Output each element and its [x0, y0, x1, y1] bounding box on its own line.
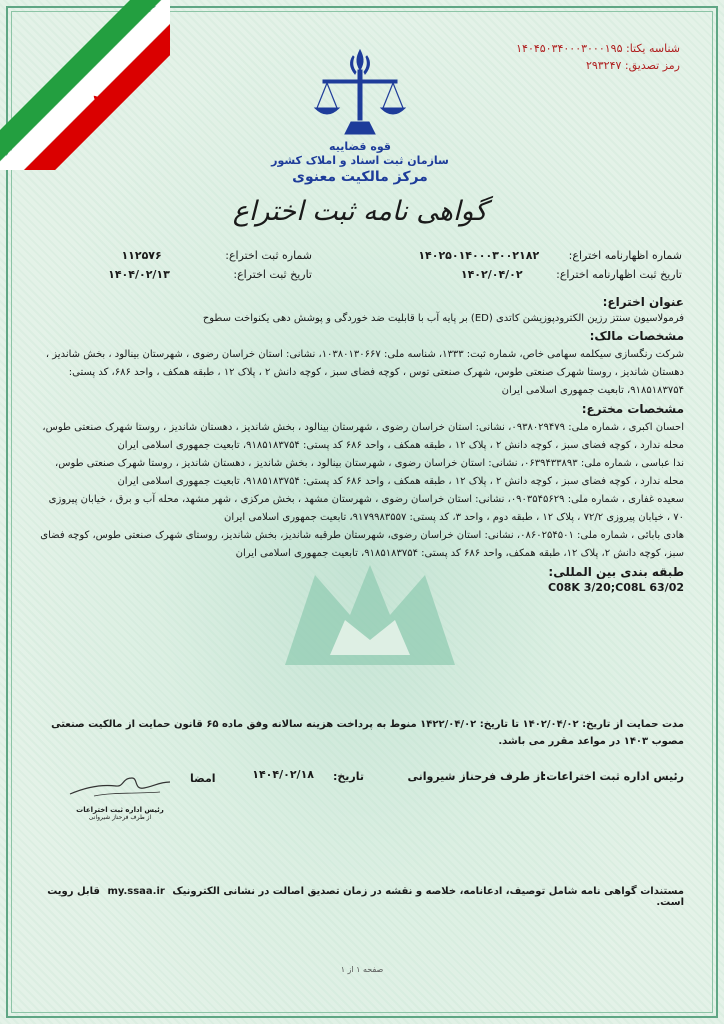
- inventors-list: [40, 419, 684, 563]
- tracking-label: شناسه یکتا:: [625, 42, 680, 55]
- org-line-judiciary: قوه قضاییه: [329, 140, 391, 153]
- on-behalf-text: از طرف فرحناز شیروانی: [407, 770, 544, 783]
- judiciary-scales-emblem-icon: [305, 44, 415, 144]
- declaration-date: [461, 268, 682, 281]
- registration-number-label: شماره ثبت اختراع:: [225, 249, 312, 262]
- protection-period: مدت حمایت از تاریخ: ۱۴۰۲/۰۴/۰۲ تا تاریخ: ۱۴۲۲/۰۴/۰۲ منوط به پرداخت هزینه سالانه وفق ماده ۶۵ قانون حمایت از مالکیت صنعتی مصوب ۱۴۰۳ در مواعد مقرر می باشد.: [51, 719, 684, 747]
- stamp-line-name: از طرف فرحناز شیروانی: [88, 814, 152, 821]
- declaration-date-value: ۱۴۰۲/۰۴/۰۲: [460, 268, 523, 281]
- inventor-item: ندا عباسی ، شماره ملی: ۰۶۳۹۴۳۳۸۹۳، نشانی: استان خراسان رضوی ، شهرستان بینالود ، بخش شاندیز ، دهستان شاندیز ، روستا شهرک صنعتی طوس، محله ندارد ، کوچه فضای سبز ، کوچه دانش ۲ ، پلاک ۱۲ ، طبقه همکف ، واحد ۶۸۶ کد پستی: ۹۱۸۵۱۸۳۷۵۴، تابعیت جمهوری اسلامی ایران: [55, 458, 684, 487]
- classification-heading: طبقه بندی بین المللی:: [548, 565, 684, 579]
- flag-emblem-icon: [0, 0, 170, 170]
- declaration-number-value: ۱۴۰۲۵۰۱۴۰۰۰۳۰۰۲۱۸۲: [418, 249, 540, 262]
- invention-heading: عنوان اختراع:: [602, 295, 684, 309]
- stamp-line-title: رئیس اداره ثبت اختراعات: [76, 806, 164, 814]
- declaration-number: [418, 249, 682, 262]
- org-line-ip-center: مرکز مالکیت معنوی: [292, 169, 428, 185]
- watermark-emblem: [275, 555, 465, 675]
- declaration-date-label: تاریخ ثبت اظهارنامه اختراع:: [556, 268, 682, 281]
- owner-heading: مشخصات مالک:: [589, 329, 684, 343]
- registration-date: [108, 268, 312, 281]
- verify-value: ۲۹۳۲۴۷: [585, 59, 622, 72]
- signature-stamp: [64, 770, 176, 830]
- inventor-item: هادی بابائی ، شماره ملی: ۰۸۶۰۲۵۴۵۰۱، نشانی: استان خراسان رضوی، شهرستان طرقبه شاندیز، بخش شاندیز، روستای شهرک صنعتی طوس، کوچه فضای سبز، کوچه دانش ۲، پلاک ۱۲، طبقه همکف، واحد ۶۸۶ کد پستی: ۹۱۸۵۱۸۳۷۵۴، تابعیت جمهوری اسلامی ایران: [40, 530, 684, 559]
- tracking-codes: [516, 40, 680, 74]
- inventors-heading: مشخصات مخترع:: [581, 402, 684, 416]
- verify-label: رمز تصدیق:: [624, 59, 680, 72]
- tracking-value: ۱۴۰۴۵۰۳۴۰۰۰۳۰۰۰۱۹۵: [516, 42, 623, 55]
- head-of-office-label: رئیس اداره ثبت اختراعات:: [541, 770, 684, 783]
- invention-title: فرمولاسیون سنتز رزین الکترودپوزیشن کاتدی (ED) بر پایه آب با قابلیت ضد خوردگی و پوشش دهی یکنواخت سطوح: [202, 313, 684, 324]
- verification-site-link[interactable]: my.ssaa.ir: [107, 886, 165, 897]
- declaration-number-label: شماره اظهارنامه اختراع:: [568, 249, 682, 262]
- signature-date-value: ۱۴۰۴/۰۲/۱۸: [252, 768, 314, 781]
- registration-number: [121, 249, 312, 262]
- inventor-item: سعیده غفاری ، شماره ملی: ۰۹۰۳۵۴۵۶۲۹، نشانی: استان خراسان رضوی ، شهرستان مشهد ، بخش مرکزی ، شهر مشهد، محله آب و برق ، خیابان پیروزی ۷۰ ، خیابان پیروزی ۷۲/۲ ، پلاک ۱۲ ، طبقه دوم ، واحد ۳، کد پستی: ۹۱۷۹۹۸۳۵۵۷، تابعیت جمهوری اسلامی ایران: [48, 494, 684, 523]
- footer-note-end: قابل رویت است.: [47, 886, 684, 908]
- signature-date-label: تاریخ:: [332, 770, 364, 783]
- footer-note-text: مستندات گواهی نامه شامل توصیف، ادعانامه، خلاصه و نقشه در زمان تصدیق اصالت در نشانی الکترونیک: [172, 886, 684, 897]
- registration-date-label: تاریخ ثبت اختراع:: [233, 268, 312, 281]
- page-number: صفحه ۱ از ۱: [340, 965, 384, 974]
- registration-number-value: ۱۱۲۵۷۶: [121, 249, 162, 262]
- inventor-item: احسان اکبری ، شماره ملی: ۰۹۳۸۰۲۹۴۷۹، نشانی: استان خراسان رضوی ، شهرستان بینالود ، بخش شاندیز ، دهستان شاندیز ، روستا شهرک صنعتی طوس، محله ندارد ، کوچه فضای سبز ، کوچه دانش ۲ ، پلاک ۱۲ ، طبقه همکف ، واحد ۶۸۶ کد پستی: ۹۱۸۵۱۸۳۷۵۴، تابعیت جمهوری اسلامی ایران: [42, 422, 684, 451]
- organization-block: [240, 140, 480, 186]
- iran-flag-ribbon: [0, 0, 170, 170]
- footer-note: [40, 886, 684, 908]
- classification-codes: C08K 3/20;C08L 63/02: [548, 581, 684, 594]
- owner-details: شرکت رنگسازی سیکلمه سهامی خاص، شماره ثبت: ۱۳۳۳، شناسه ملی: ۱۰۳۸۰۱۳۰۶۶۷، نشانی: استان خراسان رضوی ، شهرستان بینالود ، بخش شاندیز ، دهستان شاندیز ، روستا شهرک صنعتی طوس، شهرک صنعتی توس ، کوچه فضای سبز ، کوچه دانش ۲ ، پلاک ۱۲ ، طبقه همکف ، واحد ۶۸۶، کد پستی: ۹۱۸۵۱۸۳۷۵۴، تابعیت جمهوری اسلامی ایران: [45, 349, 684, 396]
- handwritten-signature-icon: [64, 770, 176, 802]
- certificate-title: گواهی نامه ثبت اختراع: [232, 196, 488, 227]
- signature-label: امضا: [190, 772, 216, 785]
- registration-date-value: ۱۴۰۴/۰۲/۱۳: [108, 268, 170, 281]
- org-line-registry: سازمان ثبت اسناد و املاک کشور: [271, 154, 449, 167]
